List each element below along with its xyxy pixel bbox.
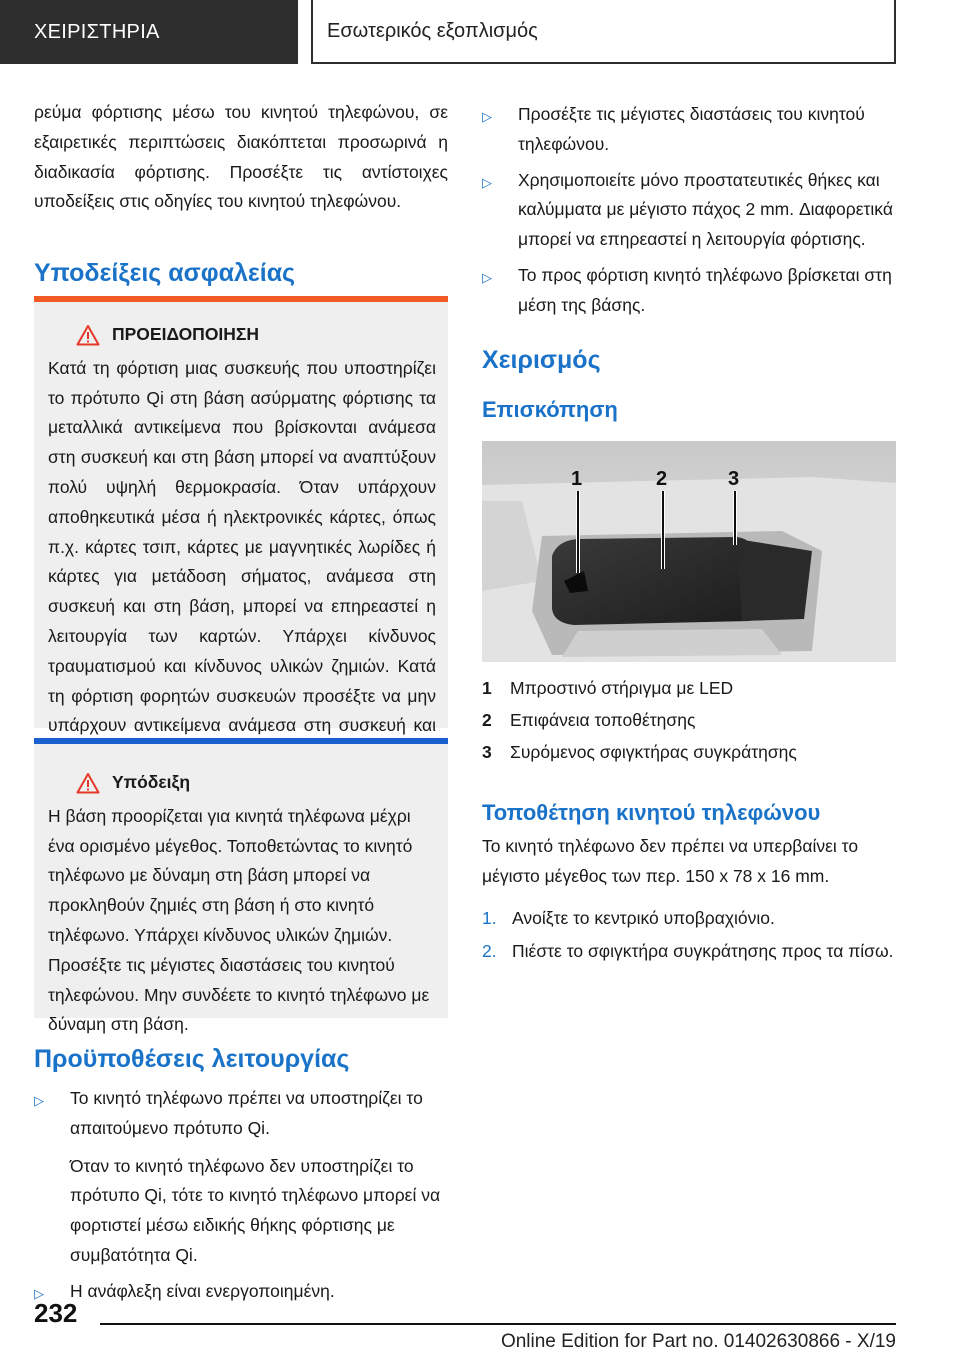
prerequisites-heading: Προϋποθέσεις λειτουργίας [34, 1045, 350, 1073]
placing-phone-text: Το κινητό τηλέφωνο δεν πρέπει να υπερβαίνει το μέγιστο μέγεθος των περ. 150 x 78 x 16 mm. [482, 836, 859, 886]
edition-footer: Online Edition for Part no. 01402630866 - X/19 [500, 1331, 896, 1352]
note-box [34, 738, 448, 1035]
footer-rule [100, 1323, 896, 1325]
triangle-bullet-icon: ▷ [482, 174, 492, 190]
safety-heading: Υποδείξεις ασφαλείας [34, 259, 296, 287]
triangle-bullet-icon: ▷ [34, 1093, 44, 1108]
figure-label-1: 1 [571, 468, 583, 490]
wireless-charging-tray-figure [482, 441, 896, 662]
operation-heading: Χειρισμός [482, 345, 601, 374]
step-item: 1. Ανοίξτε το κεντρικό υποβραχιόνιο. [482, 907, 775, 928]
page-number: 232 [34, 1298, 78, 1328]
list-item: ▷ Η ανάφλεξη είναι ενεργοποιημένη. [34, 1277, 448, 1309]
section-tab: ΧΕΙΡΙΣΤΗΡΙΑ [0, 0, 298, 64]
chapter-title: Εσωτερικός εξοπλισμός [311, 0, 896, 64]
placing-phone-heading: Τοποθέτηση κινητού τηλεφώνου [482, 800, 821, 825]
triangle-bullet-icon: ▷ [482, 269, 492, 285]
list-item: ▷ Το κινητό τηλέφωνο πρέπει να υποστηρίζει το απαιτούμενο πρότυπο Qi. Όταν το κινητό τηλέφωνο δεν υποστηρίζει το πρότυπο Qi, τότε το κινητό τηλέφωνο μπορεί να φορτιστεί μέσω ειδικής θήκης φόρτισης με συμβατότητα Qi. [34, 1084, 448, 1271]
triangle-bullet-icon: ▷ [34, 1285, 44, 1301]
figure-label-3: 3 [728, 468, 740, 490]
warning-triangle-icon [76, 772, 100, 794]
list-item: ▷ Το προς φόρτιση κινητό τηλέφωνο βρίσκεται στη μέση της βάσης. [482, 261, 896, 321]
legend-item: 1 Μπροστινό στήριγμα με LED [482, 678, 734, 698]
warning-text: Κατά τη φόρτιση μιας συσκευής που υποστηρίζει το πρότυπο Qi στη βάση ασύρματης φόρτισης τα μεταλλικά αντικείμενα που βρίσκονται ανάμεσα στη συσκευή και στη βάση μπορεί να αναπτύξουν πολύ υψηλή θερμοκρασία. Όταν υπάρχουν αποθηκευτικά μέσα ή ηλεκτρονικές κάρτες, όπως π.χ. κάρτες τσιπ, κάρτες με μαγνητικές λωρίδες ή κάρτες για μετάδοση σήματος, ανάμεσα στη συσκευή και στη βάση, μπορεί να επηρεαστεί η λειτουργία των καρτών. Υπάρχει κίνδυνος τραυματισμού και κίνδυνος υλικών ζημιών. Κατά τη φόρτιση φορητών συσκευών προσέξτε να μην υπάρχουν αντικείμενα ανάμεσα στη συσκευή και [48, 357, 436, 736]
legend-item: 2 Επιφάνεια τοποθέτησης [482, 710, 696, 730]
note-text: Η βάση προορίζεται για κινητά τηλέφωνα μέχρι ένα ορισμένο μέγεθος. Τοποθετώντας το κινητό τηλέφωνο με δύναμη στη βάση μπορεί να προκληθούν ζημιές στη βάση ή στο κινητό τηλέφωνο. Υπάρχει κίνδυνος υλικών ζημιών. Προσέξτε τις μέγιστες διαστάσεις του κινητού τηλεφώνου. Μην συνδέετε το κινητό τηλέφωνο με δύναμη στη βάση. [48, 805, 430, 1035]
figure-label-2: 2 [656, 468, 668, 490]
warning-box [34, 296, 448, 736]
overview-heading: Επισκόπηση [482, 396, 618, 422]
triangle-bullet-icon: ▷ [482, 109, 492, 124]
warning-title: ΠΡΟΕΙΔΟΠΟΙΗΣΗ [112, 324, 260, 344]
list-item: ▷ Χρησιμοποιείτε μόνο προστατευτικές θήκες και καλύμματα με μέγιστο πάχος 2 mm. Διαφορετικά μπορεί να επηρεαστεί η λειτουργία φόρτισης. [482, 166, 896, 255]
list-item: ▷ Προσέξτε τις μέγιστες διαστάσεις του κινητού τηλεφώνου. [482, 100, 896, 160]
intro-paragraph: ρεύμα φόρτισης μέσω του κινητού τηλεφώνου, σε εξαιρετικές περιπτώσεις διακόπτεται προσωρινά η διαδικασία φόρτισης. Προσέξτε τις αντίστοιχες υποδείξεις στις οδηγίες του κινητού τηλεφώνου. [34, 102, 448, 212]
note-title: Υπόδειξη [112, 772, 191, 792]
step-item: 2. Πιέστε το σφιγκτήρα συγκράτησης προς τα πίσω. [482, 941, 894, 962]
warning-triangle-icon [76, 324, 100, 346]
legend-item: 3 Συρόμενος σφιγκτήρας συγκράτησης [482, 742, 797, 762]
